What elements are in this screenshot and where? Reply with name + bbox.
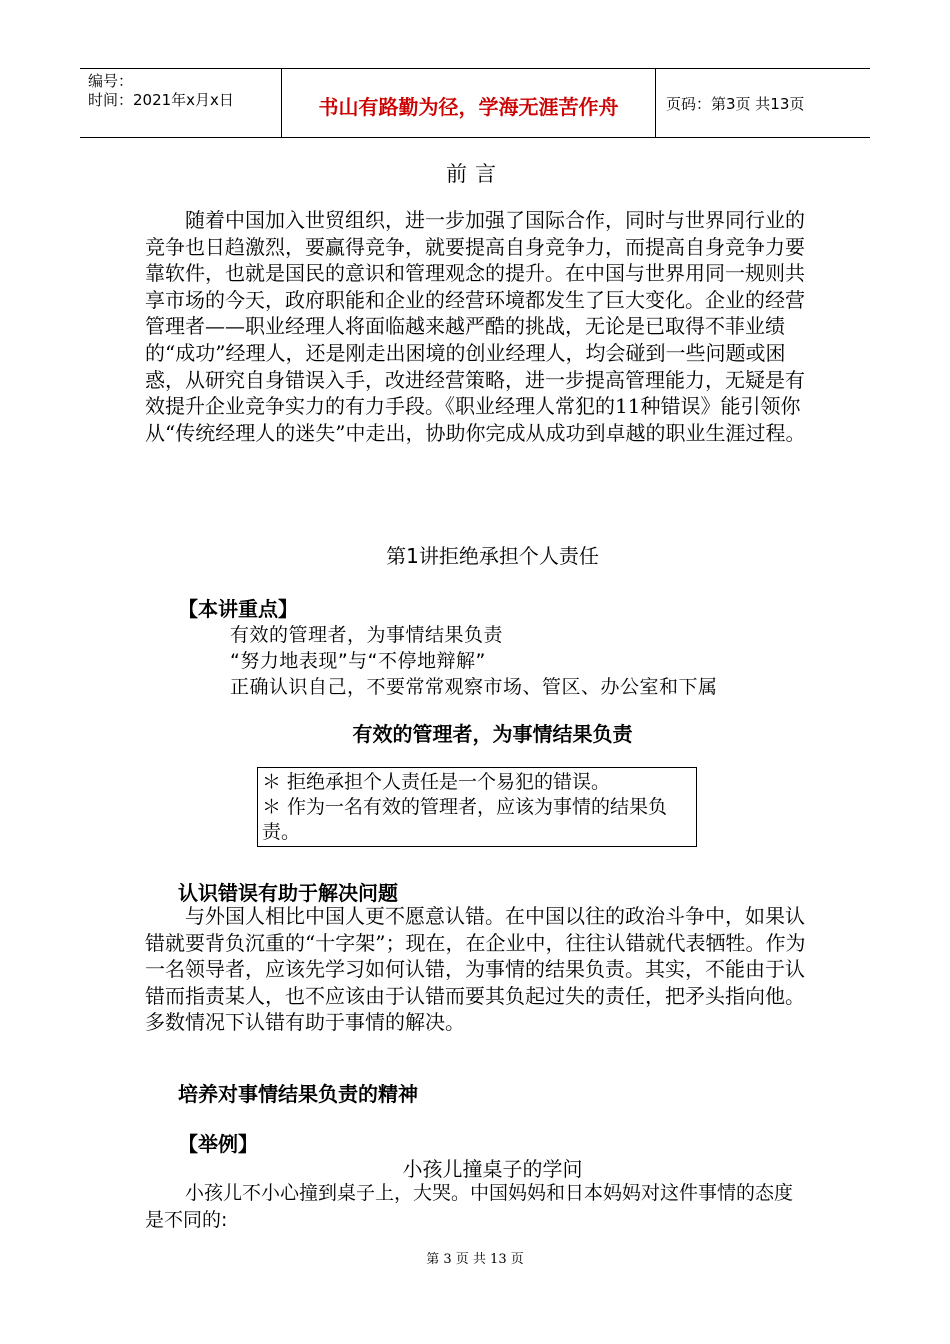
lecture-title: 第1讲拒绝承担个人责任: [386, 544, 599, 568]
header-motto: 书山有路勤为径，学海无涯苦作舟: [282, 69, 656, 137]
example-paragraph: 小孩儿不小心撞到桌子上，大哭。中国妈妈和日本妈妈对这件事情的态度是不同的:: [145, 1182, 794, 1231]
page-header: [80, 68, 870, 138]
key-point-1: 有效的管理者，为事情结果负责: [230, 624, 504, 646]
key-points-label: 【本讲重点】: [178, 597, 298, 621]
page-title: 前言: [446, 162, 504, 186]
preface-paragraph: 随着中国加入世贸组织，进一步加强了国际合作，同时与世界同行业的竞争也日趋激烈，要赢得竞争，就要提高自身竞争力，而提高自身竞争力要靠软件，也就是国民的意识和管理观念的提升。在中国与世界用同一规则共享市场的今天，政府职能和企业的经营环境都发生了巨大变化。企业的经营管理者——职业经理人将面临越来越严酷的挑战，无论是已取得不菲业绩的“成功”经理人，还是刚走出困境的创业经理人，均会碰到一些问题或困惑，从研究自身错误入手，改进经营策略，进一步提高管理能力，无疑是有效提升企业竞争实力的有力手段。《职业经理人常犯的11种错误》能引领你从“传统经理人的迷失”中走出，协助你完成从成功到卓越的职业生涯过程。: [145, 208, 806, 445]
summary-line-2: ＊ 作为一名有效的管理者，应该为事情的结果负责。: [262, 796, 668, 843]
section-title-admit-errors: 认识错误有助于解决问题: [178, 881, 398, 905]
section-title-accountability: 培养对事情结果负责的精神: [178, 1082, 418, 1106]
section-title-responsibility: 有效的管理者，为事情结果负责: [352, 722, 633, 746]
example-title: 小孩儿撞桌子的学问: [402, 1157, 583, 1181]
key-point-2: “努力地表现”与“不停地辩解”: [230, 650, 486, 672]
summary-box: [257, 767, 697, 847]
header-page-info: 页码：第3页 共13页: [666, 94, 805, 113]
example-label: 【举例】: [178, 1132, 258, 1156]
summary-line-1: ＊ 拒绝承担个人责任是一个易犯的错误。: [262, 771, 611, 793]
page-footer: 第 3 页 共 13 页: [426, 1252, 524, 1267]
time-label: 时间：2021年x月x日: [88, 91, 234, 109]
admit-errors-paragraph: 与外国人相比中国人更不愿意认错。在中国以往的政治斗争中，如果认错就要背负沉重的“十字架”；现在，在企业中，往往认错就代表牺牲。作为一名领导者，应该先学习如何认错，为事情的结果负责。其实，不能由于认错而指责某人，也不应该由于认错而要其负起过失的责任，把矛头指向他。多数情况下认错有助于事情的解决。: [145, 904, 806, 1035]
header-meta: [80, 69, 282, 137]
key-point-3: 正确认识自己，不要常常观察市场、管区、办公室和下属: [230, 676, 718, 698]
number-label: 编号：: [88, 72, 134, 90]
